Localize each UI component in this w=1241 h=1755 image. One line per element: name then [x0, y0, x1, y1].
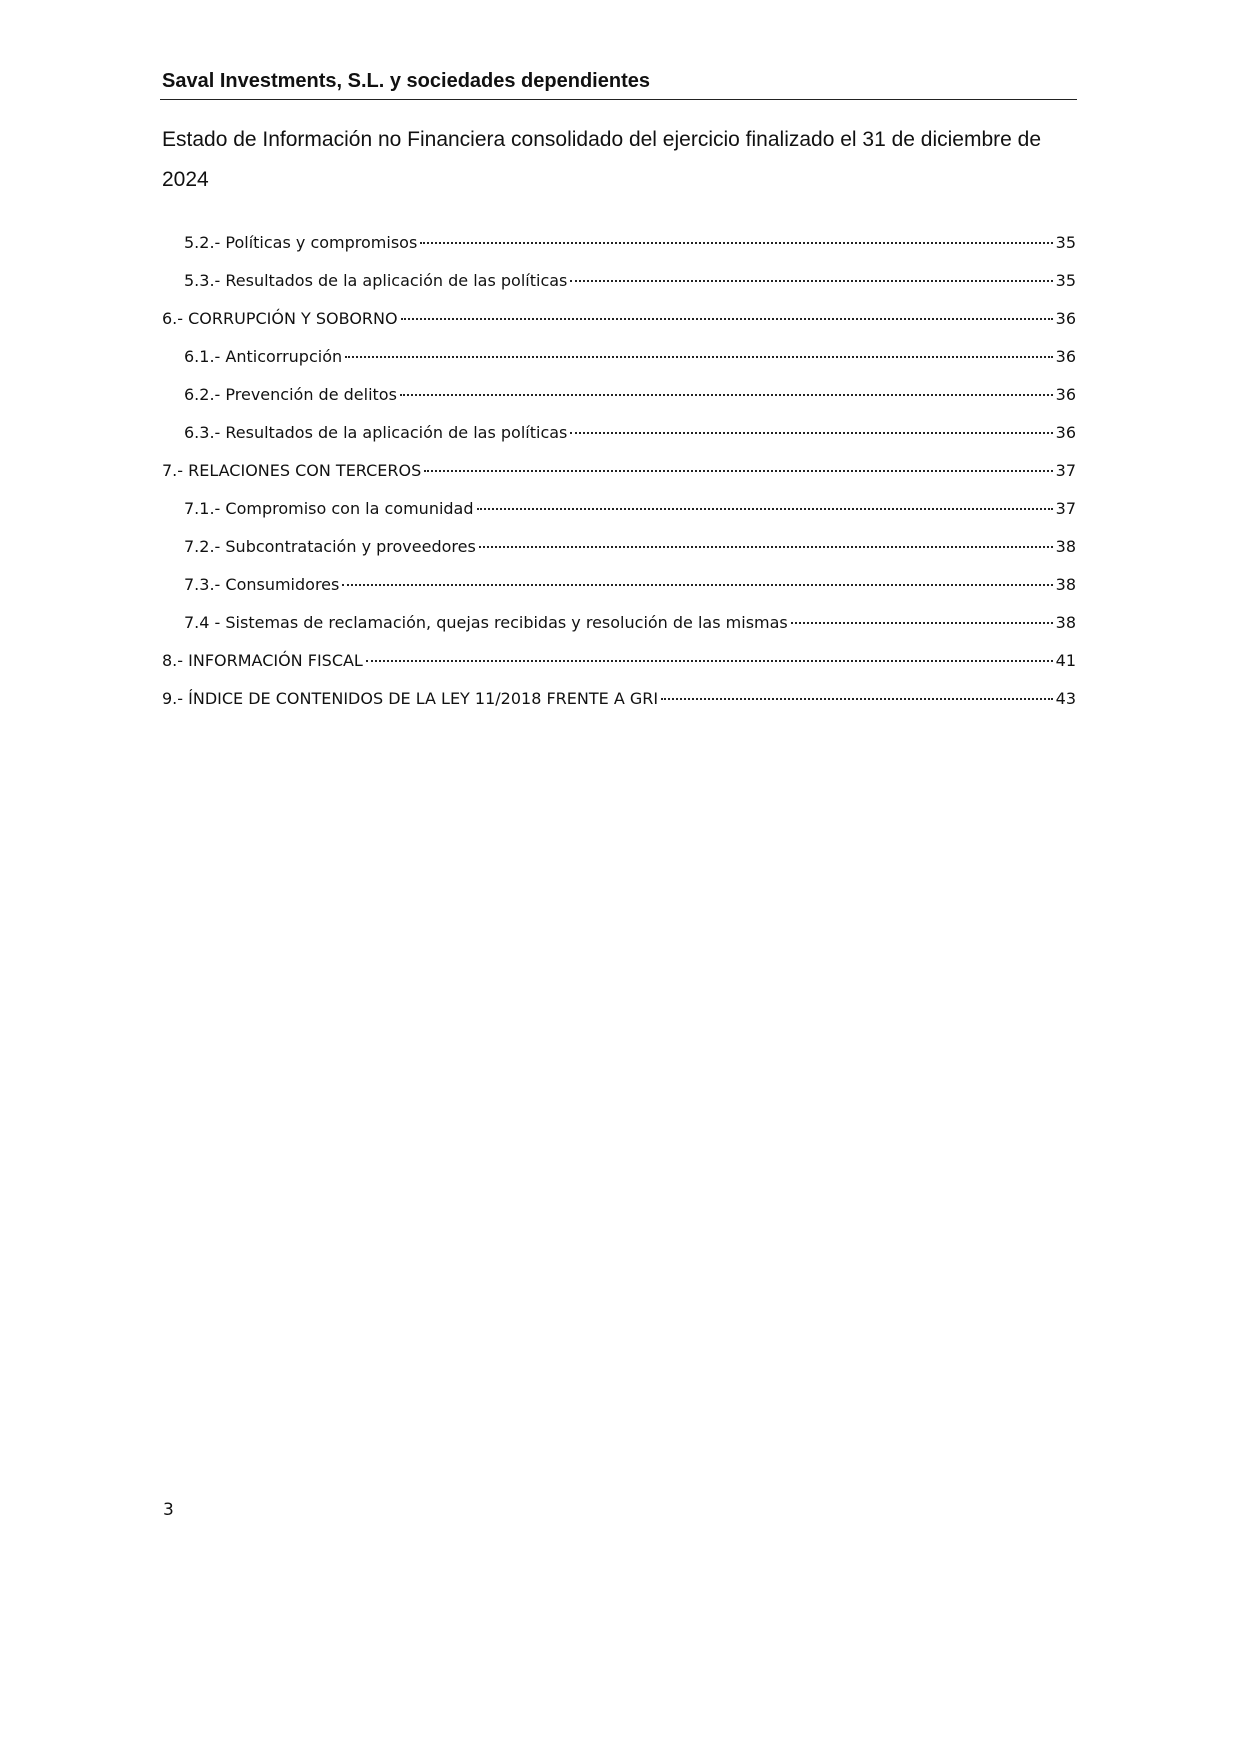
toc-entry-page: 36	[1055, 423, 1076, 442]
toc-dot-leader	[791, 622, 1053, 624]
toc-entry[interactable]	[162, 528, 1076, 566]
toc-dot-leader	[420, 242, 1052, 244]
toc-entry[interactable]	[162, 338, 1076, 376]
page-number: 3	[163, 1500, 174, 1520]
toc-entry-page: 41	[1055, 651, 1076, 670]
toc-entry[interactable]	[162, 642, 1076, 680]
toc-entry[interactable]	[162, 680, 1076, 718]
toc-dot-leader	[400, 394, 1053, 396]
toc-entry-label: 7.- RELACIONES CON TERCEROS	[162, 461, 422, 480]
toc-dot-leader	[424, 470, 1052, 472]
toc-entry-label: 7.3.- Consumidores	[184, 575, 340, 594]
toc-entry[interactable]	[162, 604, 1076, 642]
header-divider	[160, 99, 1077, 100]
toc-dot-leader	[345, 356, 1053, 358]
toc-entry-label: 5.3.- Resultados de la aplicación de las políticas	[184, 271, 568, 290]
toc-entry[interactable]	[162, 414, 1076, 452]
toc-entry-label: 7.1.- Compromiso con la comunidad	[184, 499, 474, 518]
toc-dot-leader	[401, 318, 1053, 320]
document-title: Estado de Información no Financiera consolidado del ejercicio finalizado el 31 de diciembre de 2024	[162, 128, 1042, 191]
toc-entry[interactable]	[162, 490, 1076, 528]
company-name: Saval Investments, S.L. y sociedades dependientes	[162, 70, 650, 92]
table-of-contents	[162, 224, 1076, 718]
toc-entry-page: 38	[1055, 537, 1076, 556]
toc-entry-label: 6.2.- Prevención de delitos	[184, 385, 397, 404]
toc-dot-leader	[570, 280, 1052, 282]
toc-entry-page: 43	[1055, 689, 1076, 708]
toc-dot-leader	[342, 584, 1052, 586]
toc-entry-page: 35	[1055, 233, 1076, 252]
toc-entry-page: 37	[1055, 461, 1076, 480]
toc-entry-label: 6.3.- Resultados de la aplicación de las políticas	[184, 423, 568, 442]
toc-entry[interactable]	[162, 452, 1076, 490]
toc-dot-leader	[479, 546, 1053, 548]
toc-entry-label: 7.4 - Sistemas de reclamación, quejas recibidas y resolución de las mismas	[184, 613, 788, 632]
toc-dot-leader	[570, 432, 1052, 434]
toc-dot-leader	[661, 698, 1053, 700]
toc-entry-page: 38	[1055, 613, 1076, 632]
toc-entry-page: 37	[1055, 499, 1076, 518]
toc-entry[interactable]	[162, 300, 1076, 338]
toc-entry-page: 35	[1055, 271, 1076, 290]
toc-entry-label: 6.1.- Anticorrupción	[184, 347, 343, 366]
toc-entry-page: 36	[1055, 347, 1076, 366]
toc-entry[interactable]	[162, 224, 1076, 262]
toc-entry-label: 8.- INFORMACIÓN FISCAL	[162, 651, 363, 670]
toc-entry-label: 6.- CORRUPCIÓN Y SOBORNO	[162, 309, 398, 328]
toc-dot-leader	[366, 660, 1053, 662]
toc-entry-page: 36	[1055, 385, 1076, 404]
toc-entry-page: 36	[1055, 309, 1076, 328]
toc-entry-page: 38	[1055, 575, 1076, 594]
toc-entry[interactable]	[162, 262, 1076, 300]
toc-entry[interactable]	[162, 566, 1076, 604]
toc-entry[interactable]	[162, 376, 1076, 414]
toc-entry-label: 5.2.- Políticas y compromisos	[184, 233, 418, 252]
toc-dot-leader	[477, 508, 1053, 510]
toc-entry-label: 9.- ÍNDICE DE CONTENIDOS DE LA LEY 11/2018 FRENTE A GRI	[162, 689, 659, 708]
toc-entry-label: 7.2.- Subcontratación y proveedores	[184, 537, 476, 556]
